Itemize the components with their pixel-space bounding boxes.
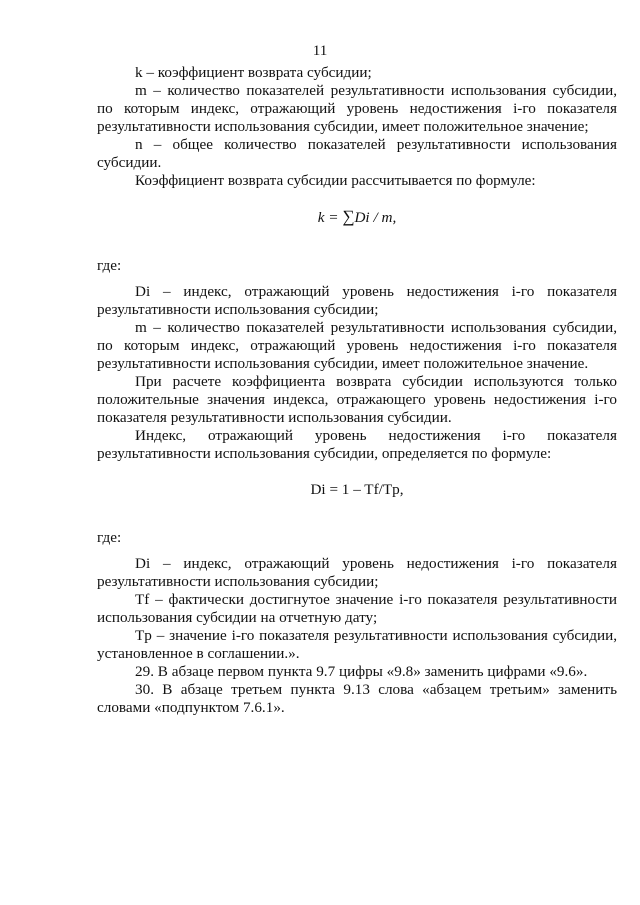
m-definition-2: m – количество показателей результативности использования субсидии, по которым индекс, отражающий уровень недостижения i-го показателя результативности использования субсидии, имеет положительное значение. — [97, 319, 617, 372]
di-definition-2: Di – индекс, отражающий уровень недостижения i-го показателя результативности использования субсидии; — [97, 555, 617, 590]
formula-k — [97, 208, 617, 227]
document-body — [97, 64, 617, 717]
n-definition: n – общее количество показателей результативности использования субсидии. — [97, 136, 617, 171]
tf-definition: Tf – фактически достигнутое значение i-го показателя результативности использования субсидии на отчетную дату; — [97, 591, 617, 626]
where-label-2: где: — [97, 529, 122, 546]
m-definition-1: m – количество показателей результативности использования субсидии, по которым индекс, отражающий уровень недостижения i-го показателя результативности использования субсидии, имеет положительное значение; — [97, 82, 617, 135]
page-number: 11 — [312, 42, 328, 59]
calc-note: При расчете коэффициента возврата субсидии используются только положительные значения индекса, отражающего уровень недостижения i-го показателя результативности использования субсидии. — [97, 373, 617, 426]
amendment-item-29: 29. В абзаце первом пункта 9.7 цифры «9.8» заменить цифрами «9.6». — [135, 663, 588, 680]
k-definition: k – коэффициент возврата субсидии; — [135, 64, 372, 81]
amendment-item-30: 30. В абзаце третьем пункта 9.13 слова «абзацем третьим» заменить словами «подпунктом 7.6.1». — [97, 681, 617, 716]
tp-definition: Tp – значение i-го показателя результативности использования субсидии, установленное в соглашении.». — [97, 627, 617, 662]
where-label-1: где: — [97, 257, 122, 274]
formula-di: Di = 1 – Tf/Tp, — [310, 481, 404, 498]
formula-k-lhs: k = — [317, 209, 343, 226]
sigma-symbol: ∑ — [342, 207, 355, 226]
di-definition-1: Di – индекс, отражающий уровень недостижения i-го показателя результативности использования субсидии; — [97, 283, 617, 318]
index-intro: Индекс, отражающий уровень недостижения i-го показателя результативности использования субсидии, определяется по формуле: — [97, 427, 617, 462]
formula-k-rhs: Di / m, — [354, 209, 397, 226]
formula-intro-1: Коэффициент возврата субсидии рассчитывается по формуле: — [135, 172, 536, 189]
